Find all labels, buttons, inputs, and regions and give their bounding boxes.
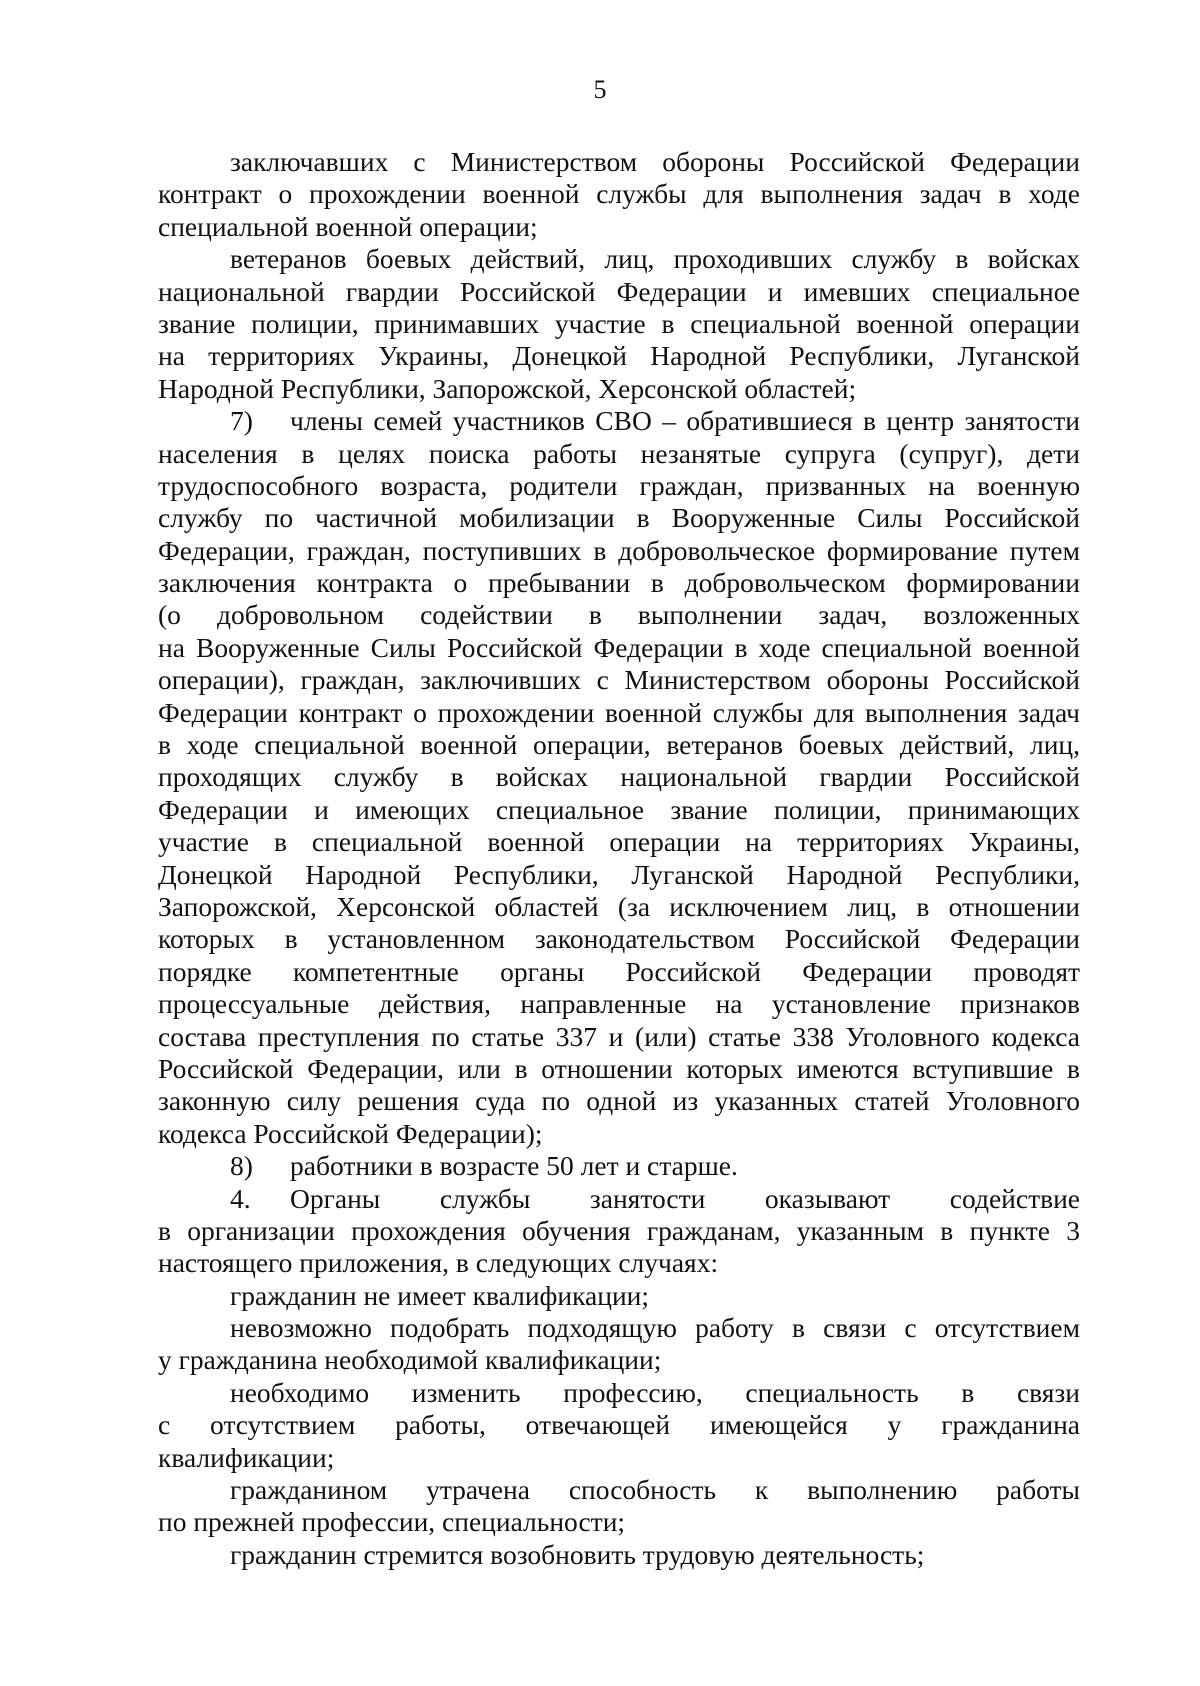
paragraph	[158, 1280, 1080, 1312]
text-line: процессуальные действия, направленные на установление признаков	[158, 988, 1080, 1020]
text-line: невозможно подобрать подходящую работу в связи с отсутствием	[230, 1312, 1080, 1344]
text-line: кодекса Российской Федерации);	[158, 1117, 543, 1149]
text-line: проходящих службу в войсках национальной гвардии Российской	[158, 761, 1080, 793]
text-line: Федерации, граждан, поступивших в добровольческое формирование путем	[158, 534, 1080, 566]
text-line: национальной гвардии Российской Федерации и имевших специальное	[158, 275, 1080, 307]
paragraph	[158, 1377, 1080, 1474]
text-line: на территориях Украины, Донецкой Народной Республики, Луганской	[158, 340, 1080, 372]
text-line: гражданин не имеет квалификации;	[230, 1279, 650, 1311]
text-line: порядке компетентные органы Российской Федерации проводят	[158, 955, 1080, 987]
list-item-8	[158, 1150, 1080, 1182]
text-line: гражданин стремится возобновить трудовую деятельность;	[230, 1538, 925, 1570]
text-line: гражданином утрачена способность к выполнению работы	[230, 1474, 1080, 1506]
paragraph	[158, 1474, 1080, 1539]
text-line: законную силу решения суда по одной из указанных статей Уголовного	[158, 1085, 1080, 1117]
text-line: которых в установленном законодательством Российской Федерации	[158, 923, 1080, 955]
text-line: с отсутствием работы, отвечающей имеющейся у гражданина	[158, 1409, 1080, 1441]
text-line: Федерации и имеющих специальное звание полиции, принимающих	[158, 793, 1080, 825]
text-line-content: Органы службы занятости оказывают содействие	[290, 1182, 1080, 1214]
text-line	[158, 405, 1080, 437]
text-line: Народной Республики, Запорожской, Херсонской областей;	[158, 372, 857, 404]
text-line	[158, 1150, 1080, 1182]
text-line: настоящего приложения, в следующих случаях:	[158, 1247, 719, 1279]
text-line: специальной военной операции;	[158, 210, 538, 242]
list-number: 7)	[230, 405, 253, 437]
paragraph	[158, 243, 1080, 405]
text-line: у гражданина необходимой квалификации;	[158, 1344, 662, 1376]
text-line: заключения контракта о пребывании в добровольческом формировании	[158, 567, 1080, 599]
list-item-7	[158, 405, 1080, 1150]
text-line: Запорожской, Херсонской областей (за исключением лиц, в отношении	[158, 890, 1080, 922]
text-line: состава преступления по статье 337 и (или) статье 338 Уголовного кодекса	[158, 1020, 1080, 1052]
text-line: заключавших с Министерством обороны Российской Федерации	[230, 146, 1080, 177]
text-line: по прежней профессии, специальности;	[158, 1506, 626, 1538]
text-line: участие в специальной военной операции на территориях Украины,	[158, 826, 1080, 858]
paragraph	[158, 146, 1080, 243]
text-line: ветеранов боевых действий, лиц, проходивших службу в войсках	[230, 243, 1080, 275]
text-line: в организации прохождения обучения гражданам, указанным в пункте 3	[158, 1214, 1080, 1246]
list-item-4	[158, 1183, 1080, 1280]
text-line: необходимо изменить профессию, специальность в связи	[230, 1376, 1080, 1408]
list-number: 8)	[230, 1150, 253, 1182]
text-line: трудоспособного возраста, родители граждан, призванных на военную	[158, 469, 1080, 501]
text-line: Российской Федерации, или в отношении которых имеются вступившие в	[158, 1052, 1080, 1084]
text-line: Федерации контракт о прохождении военной службы для выполнения задач	[158, 696, 1080, 728]
list-number: 4.	[230, 1182, 251, 1214]
text-line: операции), граждан, заключивших с Министерством обороны Российской	[158, 664, 1080, 696]
document-body	[158, 146, 1080, 1571]
text-line-content: члены семей участников СВО – обратившиеся в центр занятости	[290, 405, 1080, 437]
paragraph	[158, 1539, 1080, 1571]
text-line	[158, 1183, 1080, 1215]
text-line: Донецкой Народной Республики, Луганской Народной Республики,	[158, 858, 1080, 890]
text-line: контракт о прохождении военной службы для выполнения задач в ходе	[158, 178, 1080, 210]
text-line: (о добровольном содействии в выполнении задач, возложенных	[158, 599, 1080, 631]
page-number: 5	[593, 75, 607, 104]
paragraph	[158, 1312, 1080, 1377]
text-line: населения в целях поиска работы незанятые супруга (супруг), дети	[158, 437, 1080, 469]
text-line: квалификации;	[158, 1441, 335, 1473]
text-line: на Вооруженные Силы Российской Федерации в ходе специальной военной	[158, 631, 1080, 663]
text-line: в ходе специальной военной операции, ветеранов боевых действий, лиц,	[158, 729, 1080, 761]
text-line: звание полиции, принимавших участие в специальной военной операции	[158, 307, 1080, 339]
text-line: службу по частичной мобилизации в Вооруженные Силы Российской	[158, 502, 1080, 534]
text-line-content: работники в возрасте 50 лет и старше.	[290, 1150, 738, 1182]
